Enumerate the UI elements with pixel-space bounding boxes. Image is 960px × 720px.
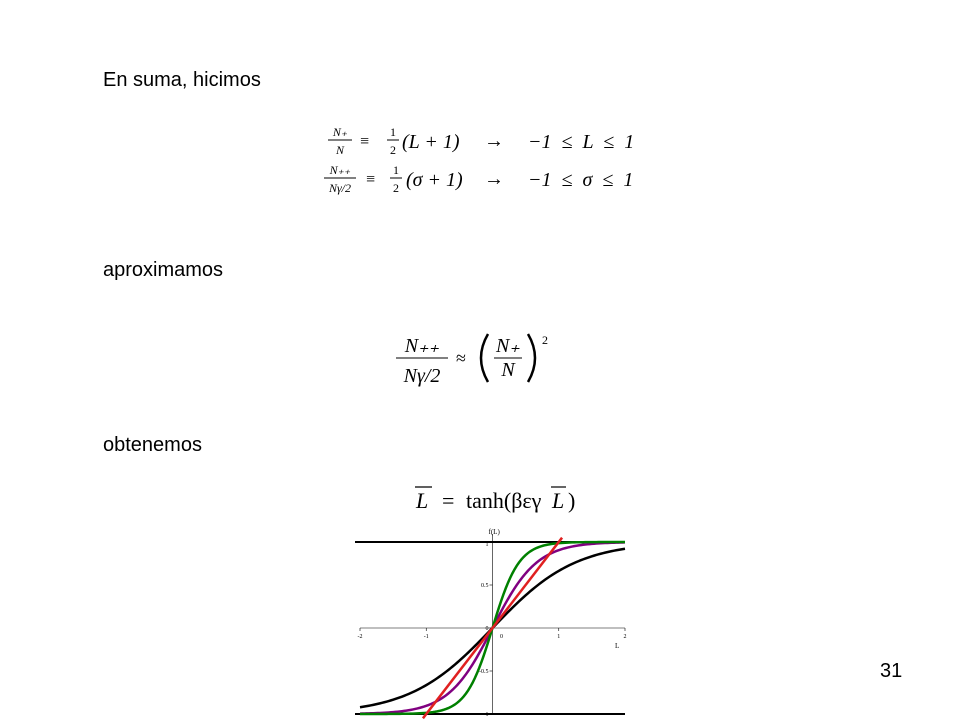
page-number: 31	[880, 660, 903, 682]
y-tick-label: 1	[485, 542, 489, 548]
row2-half-denominator: 2	[393, 181, 399, 195]
heading-approx: aproximamos	[103, 259, 224, 281]
row2-range: −1 ≤ σ ≤ 1	[528, 169, 634, 191]
result-equation	[410, 480, 590, 516]
row1-fraction-denominator: N	[335, 143, 345, 157]
row1-range: −1 ≤ L ≤ 1	[528, 131, 635, 153]
y-tick-label: -0.5	[479, 669, 489, 675]
row1-half-numerator: 1	[390, 125, 396, 139]
x-tick-label: 1	[557, 634, 561, 640]
result-rhs-prefix: tanh(βεγ	[466, 488, 542, 513]
approx-exponent: 2	[542, 333, 548, 347]
x-axis-label: L	[615, 642, 620, 650]
result-equals: =	[442, 488, 455, 513]
x-tick-label: -2	[357, 634, 363, 640]
row2-paren-expression: (σ + 1)	[406, 169, 463, 191]
row1-fraction-numerator: N₊	[332, 125, 348, 139]
row2-fraction-denominator: Nγ/2	[328, 181, 352, 195]
heading-sum: En suma, hicimos	[103, 69, 261, 91]
y-axis-label: f(L)	[488, 528, 500, 536]
x-tick-label: 0	[500, 634, 503, 640]
result-rhs-L: L	[552, 488, 565, 513]
x-tick-label: -1	[423, 634, 429, 640]
row1-half-denominator: 2	[390, 143, 396, 157]
row1-arrow: →	[484, 130, 504, 152]
tanh-plot	[355, 528, 630, 720]
approx-lhs-denominator: Nγ/2	[403, 365, 441, 387]
y-tick-label: 0.5	[481, 583, 489, 589]
row2-fraction-numerator: N₊₊	[329, 163, 351, 177]
row2-equiv-symbol: ≡	[366, 171, 376, 188]
approx-rhs-denominator: N	[501, 359, 515, 381]
x-tick-label: 2	[623, 634, 627, 640]
approx-rhs-numerator: N₊	[496, 335, 520, 357]
heading-obtain: obtenemos	[103, 434, 202, 456]
definitions-equations	[300, 118, 640, 208]
approx-right-paren	[528, 334, 535, 382]
plot-labels	[358, 528, 627, 718]
result-lhs: L	[416, 488, 429, 513]
plot-axes	[355, 534, 625, 714]
approx-left-paren	[481, 334, 488, 382]
row2-half-numerator: 1	[393, 163, 399, 177]
row1-paren-expression: (L + 1)	[402, 131, 460, 153]
approx-lhs-numerator: N₊₊	[404, 335, 440, 357]
approx-symbol: ≈	[456, 348, 466, 368]
approximation-equation	[390, 328, 570, 398]
row1-equiv-symbol: ≡	[360, 133, 370, 150]
row2-arrow: →	[484, 168, 504, 190]
result-rhs-suffix: )	[568, 488, 576, 513]
y-tick-label: -1	[483, 712, 489, 718]
y-tick-label: 0	[485, 626, 489, 632]
